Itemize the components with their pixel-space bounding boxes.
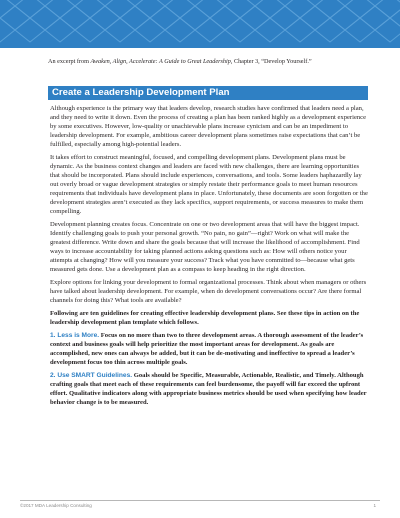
diamond-shape bbox=[285, 18, 315, 42]
diamond-shape bbox=[135, 18, 165, 42]
footer-copyright: ©2017 MDA Leadership Consulting bbox=[20, 503, 92, 508]
diamond-shape bbox=[120, 6, 150, 30]
excerpt-prefix: An excerpt from bbox=[48, 58, 91, 65]
diamond-shape bbox=[15, 18, 45, 42]
excerpt-line bbox=[48, 58, 368, 66]
paragraph: Development planning creates focus. Concentrate on one or two development areas that will have the biggest impact. Identify challenging goals to push your personal growth. “No pain, no gain”—right? Work on what will make the greatest difference. Write down and share the goals because that will increase the likelihood of accomplishment. Find ways to increase accountability for taking planned actions asking questions such as: How will others notice your attempts at changing? How will you measure your success? Track what you have committed to—because what gets measured gets done. Use a development plan as a compass to keep heading in the right direction. bbox=[50, 221, 360, 273]
diamond-shape bbox=[360, 6, 390, 30]
diamond-shape bbox=[390, 6, 400, 30]
section-title: Create a Leadership Development Plan bbox=[48, 86, 368, 100]
article-body bbox=[50, 104, 368, 411]
diamond-shape bbox=[195, 18, 225, 42]
book-title: Awaken, Align, Accelerate: A Guide to Great Leadership bbox=[90, 58, 231, 65]
diamond-shape bbox=[210, 6, 240, 30]
paragraph: Explore options for linking your development to formal organizational processes. Think about when managers or others have talked about leadership development. For example, when do development conversations occur? Are there formal channels for doing this? What tools are available? bbox=[50, 279, 367, 304]
tip-body: Goals should be Specific, Measurable, Actionable, Realistic, and Timely. Although crafting goals that meet each of these requirements can feel burdensome, the payoff will far exceed the upfront effort. Qualitative indicators along with appropriate business metrics should be used when specifying how leader behavior change is to be measured. bbox=[50, 372, 367, 406]
header-banner bbox=[0, 0, 400, 48]
diamond-shape bbox=[270, 6, 300, 30]
tip-heading: 1. Less is More. bbox=[50, 332, 100, 339]
diamond-shape bbox=[300, 6, 330, 30]
paragraph: Although experience is the primary way that leaders develop, research studies have confirmed that leaders need a plan, and they need to write it down. Even the process of creating a plan has been ranked highly as a development experience by some executives. However, low-quality or unachievable plans increase cynicism and can be an impediment to leadership development. For example, ambitious career development plans sometimes raise expectations that can’t be fulfilled, especially among high-potential leaders. bbox=[50, 105, 367, 148]
diamond-shape bbox=[150, 6, 180, 30]
tip-body: Focus on no more than two to three development areas. A thorough assessment of the leader’s context and business goals will help prioritize the most important areas for development. As goals are accomplished, new ones can always be added, but it can be de-motivating and ineffective to spread a leader’s development focus too thin across multiple goals. bbox=[50, 332, 364, 366]
diamond-shape bbox=[255, 18, 285, 42]
diamond-shape bbox=[345, 18, 375, 42]
diamond-shape bbox=[180, 6, 210, 30]
diamond-shape bbox=[165, 18, 195, 42]
diamond-shape bbox=[225, 18, 255, 42]
tip-item bbox=[50, 371, 368, 407]
diamond-shape bbox=[0, 18, 15, 42]
paragraph: It takes effort to construct meaningful, focused, and compelling development plans. Development plans must be dynamic. As the business context changes and leaders are faced with new challenges, there are learning opportunities that should be incorporated. Plans should include experiences, conversations, and tools. Some leaders haphazardly lay out overly broad or vague development strategies or simply restate their performance goals to meet human resources requirements that individuals have development plans in place. Unfortunately, these documents are soon forgotten or the development strategies aren’t executed as they lack specifics, support requirements, or success measures to make them compelling. bbox=[50, 154, 368, 215]
diamond-shape bbox=[240, 6, 270, 30]
diamond-shape bbox=[315, 18, 345, 42]
diamond-shape bbox=[375, 18, 400, 42]
excerpt-suffix: , Chapter 3, “Develop Yourself.” bbox=[230, 58, 312, 65]
diamond-shape bbox=[0, 6, 30, 30]
diamond-shape bbox=[60, 6, 90, 30]
diamond-shape bbox=[330, 6, 360, 30]
guidelines-intro: Following are ten guidelines for creating effective leadership development plans. See these tips in action on the leadership development plan template which follows. bbox=[50, 310, 360, 326]
diamond-shape bbox=[75, 18, 105, 42]
footer-page-number: 1 bbox=[373, 503, 376, 508]
diamond-shape bbox=[0, 0, 15, 18]
tip-heading: 2. Use SMART Guidelines. bbox=[50, 372, 133, 379]
footer-divider bbox=[20, 500, 380, 501]
tip-item bbox=[50, 331, 368, 367]
diamond-shape bbox=[45, 18, 75, 42]
diamond-pattern bbox=[0, 0, 400, 48]
diamond-shape bbox=[90, 6, 120, 30]
diamond-shape bbox=[30, 6, 60, 30]
diamond-shape bbox=[105, 18, 135, 42]
